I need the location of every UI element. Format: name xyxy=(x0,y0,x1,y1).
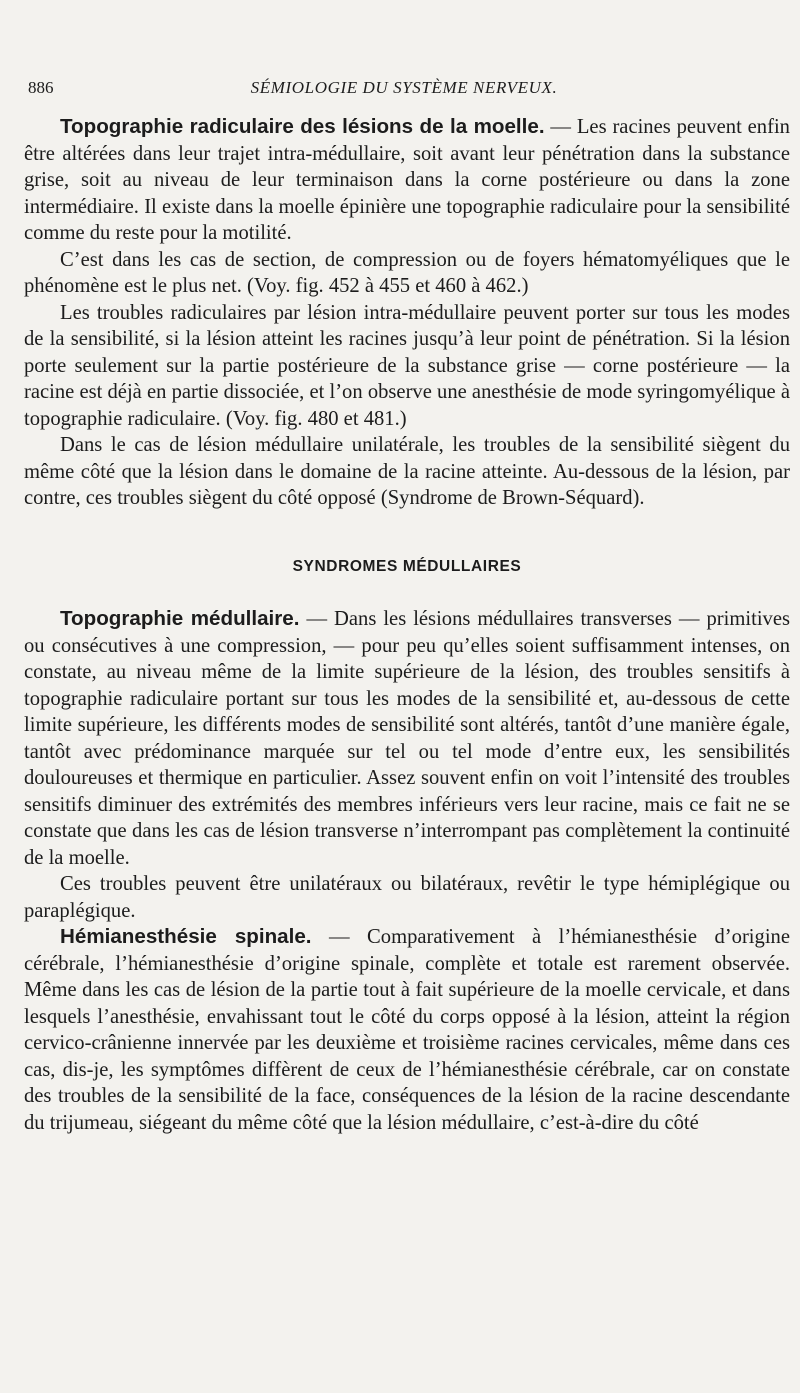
paragraph-radicular-topography xyxy=(24,114,790,247)
paragraph-text: — Comparativement à l’hémianesthésie d’origine cérébrale, l’hémianesthésie d’origine spinale, complète et totale est rarement observée. Même dans les cas de lésion de la partie tout à fait supérieure de la moelle cervicale, et dans lesquels l’anesthésie, envahissant tout le côté du corps opposé à la lésion, atteint la région cervico-crânienne innervée par les deuxième et troisième racines cervicales, même dans ces cas, dis-je, les symptômes diffèrent de ceux de l’hémianesthésie cérébrale, car on constate des troubles de la sensibilité de la face, conséquences de la lésion de la racine descendante du trijumeau, siégeant du même côté que la lésion médullaire, c’est-à-dire du côté xyxy=(24,926,790,1134)
paragraph-heading: Topographie médullaire. xyxy=(60,607,300,630)
paragraph xyxy=(24,871,790,924)
page-header xyxy=(28,78,780,104)
paragraph-heading: Topographie radiculaire des lésions de la moelle. xyxy=(60,115,545,138)
paragraph-spinal-hemianesthesia xyxy=(24,924,790,1136)
page-body xyxy=(24,114,790,1136)
paragraph-heading: Hémianesthésie spinale. xyxy=(60,925,312,948)
paragraph-text: Ces troubles peuvent être unilatéraux ou bilatéraux, revêtir le type hémiplégique ou paraplégique. xyxy=(24,873,790,922)
paragraph-medullary-topography xyxy=(24,606,790,871)
paragraph xyxy=(24,432,790,512)
running-title: SÉMIOLOGIE DU SYSTÈME NERVEUX. xyxy=(250,78,558,97)
page-number: 886 xyxy=(28,78,54,97)
section-title: SYNDROMES MÉDULLAIRES xyxy=(292,557,522,575)
paragraph xyxy=(24,247,790,300)
paragraph-text: Dans le cas de lésion médullaire unilatérale, les troubles de la sensibilité siègent du même côté que la lésion dans le domaine de la racine atteinte. Au-dessous de la lésion, par contre, ces troubles siègent du côté opposé (Syndrome de Brown-Séquard). xyxy=(24,434,790,509)
paragraph-text: Les troubles radiculaires par lésion intra-médullaire peuvent porter sur tous les modes de la sensibilité, si la lésion atteint les racines jusqu’à leur point de pénétration. Si la lésion porte seulement sur la partie postérieure de la substance grise — corne postérieure — la racine est déjà en partie dissociée, et l’on observe une anesthésie de mode syringomyélique à topographie radiculaire. (Voy. fig. 480 et 481.) xyxy=(24,301,790,430)
paragraph-text: — Dans les lésions médullaires transverses — primitives ou consécutives à une compression, — pour peu qu’elles soient suffisamment intenses, on constate, au niveau même de la limite supérieure de la lésion, des troubles sensitifs à topographie radiculaire portant sur tous les modes de la sensibilité et, au-dessous de cette limite supérieure, les différents modes de sensibilité sont altérés, tantôt d’une manière égale, tantôt avec prédominance marquée sur tel ou tel mode d’entre eux, les sensibilités douloureuses et thermique en particulier. Assez souvent enfin on voit l’intensité des troubles sensitifs diminuer des extrémités des membres inférieurs vers leur racine, mais ce fait ne se constate que dans les cas de lésion transverse n’interrompant pas complètement la continuité de la moelle. xyxy=(24,608,791,869)
paragraph-text: C’est dans les cas de section, de compression ou de foyers hématomyéliques que le phénomène est le plus net. (Voy. fig. 452 à 455 et 460 à 462.) xyxy=(24,248,790,297)
paragraph xyxy=(24,300,790,433)
paragraph-text: — Les racines peuvent enfin être altérées dans leur trajet intra-médullaire, soit avant leur pénétration dans la substance grise, soit au niveau de leur terminaison dans la corne postérieure ou dans la zone intermédiaire. Il existe dans la moelle épinière une topographie radiculaire pour la sensibilité comme du reste pour la motilité. xyxy=(24,116,790,244)
